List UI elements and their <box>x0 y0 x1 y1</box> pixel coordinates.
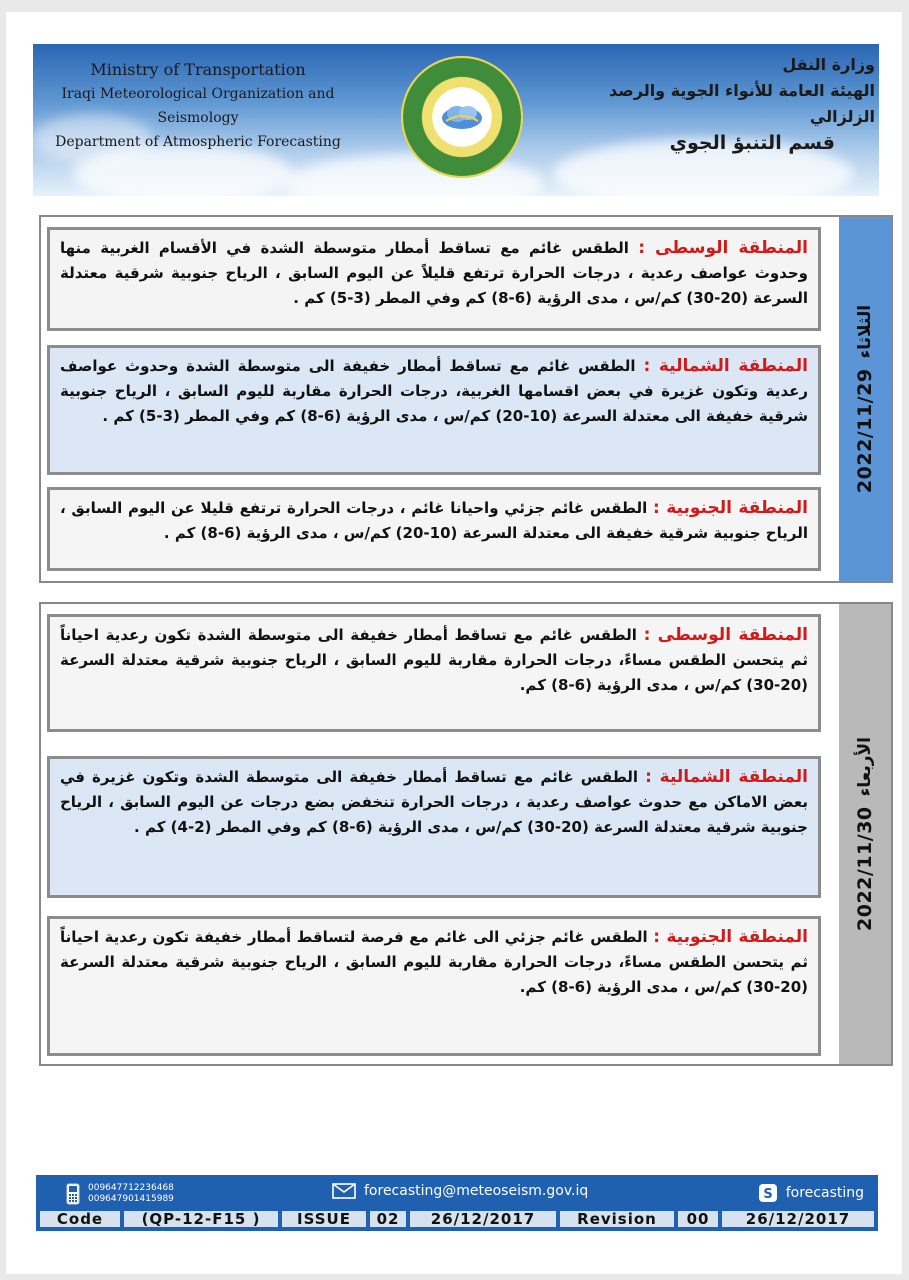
issue-date: 26/12/2017 <box>408 1209 558 1229</box>
region-forecast-text: الطقس غائم جزئي الى غائم مع فرصة لتساقط أمطار خفيفة تكون رعدية احياناً ثم يتحسن الطقس مساءً، درجات الحرارة مقاربة لليوم السابق ، الرياح جنوبية شرقية معتدلة السرعة (20-30) كم/س ، مدى الرؤية (6-8) كم. <box>60 928 808 996</box>
header-english <box>33 58 363 154</box>
region-forecast-text: الطقس غائم مع تساقط أمطار خفيفة الى متوسطة الشدة تكون رعدية احياناً ثم يتحسن الطقس مساءً، درجات الحرارة مقاربة لليوم السابق ، الرياح جنوبية شرقية معتدلة السرعة (20-30) كم/س ، مدى الرؤية (6-8) كم. <box>60 626 808 694</box>
code-value: (QP-12-F15 ) <box>122 1209 280 1229</box>
code-label: Code <box>38 1209 122 1229</box>
phone-number[interactable]: 009647901415989 <box>88 1194 174 1204</box>
footer <box>36 1175 878 1231</box>
region-title: المنطقة الشمالية : <box>645 767 808 787</box>
page <box>6 12 902 1274</box>
day-name: الثلاثاء <box>855 304 875 359</box>
day-section-tuesday <box>39 215 893 583</box>
region-southern <box>47 916 821 1056</box>
issue-number: 02 <box>368 1209 408 1229</box>
cloud-logo-icon <box>440 101 484 131</box>
region-title: المنطقة الجنوبية : <box>653 927 808 947</box>
ministry-name-en: Ministry of Transportation <box>90 60 306 79</box>
mobile-phone-icon <box>66 1183 80 1205</box>
region-forecast-text: الطقس غائم جزئي واحيانا غائم ، درجات الحرارة ترتفع قليلا عن اليوم السابق ، الرياح جنوبية شرقية خفيفة الى معتدلة السرعة (10-20) كم/س ، مدى الرؤية (6-8) كم . <box>60 499 808 542</box>
region-title: المنطقة الوسطى : <box>638 238 808 258</box>
region-title: المنطقة الشمالية : <box>643 356 808 376</box>
revision-label: Revision <box>558 1209 676 1229</box>
region-forecast-text: الطقس غائم مع تساقط أمطار متوسطة الشدة في الأقسام الغربية منها وحدوث عواصف رعدية ، درجات الحرارة ترتفع قليلاً عن اليوم السابق ، الرياح جنوبية شرقية معتدلة السرعة (20-30) كم/س ، مدى الرؤية (6-8) كم وفي المطر (3-5) كم . <box>60 239 808 307</box>
header-arabic <box>575 52 875 156</box>
region-forecast-text: الطقس غائم مع تساقط أمطار خفيفة الى متوسطة الشدة وحدوث عواصف رعدية وتكون غزيرة في بعض اقسامها الغربية، درجات الحرارة مقاربة لليوم السابق ، الرياح جنوبية شرقية خفيفة الى معتدلة السرعة (10-20) كم/س ، مدى الرؤية (6-8) كم وفي المطر (3-5) كم . <box>60 357 808 425</box>
region-forecast-text: الطقس غائم مع تساقط أمطار خفيفة الى متوسطة الشدة وتكون غزيرة في بعض الاماكن مع حدوث عواصف رعدية ، درجات الحرارة تنخفض بضع درجات عن اليوم السابق ، الرياح جنوبية شرقية معتدلة السرعة (20-30) كم/س ، مدى الرؤية (6-8) كم وفي المطر (2-4) كم . <box>60 768 808 836</box>
envelope-icon <box>332 1183 356 1199</box>
department-name-en: Department of Atmospheric Forecasting <box>55 134 341 150</box>
region-title: المنطقة الوسطى : <box>643 625 808 645</box>
phone-number[interactable]: 009647712236468 <box>88 1183 174 1193</box>
region-northern <box>47 756 821 898</box>
organization-name-en: Iraqi Meteorological Organization and Seismology <box>61 86 335 126</box>
day-section-wednesday <box>39 602 893 1066</box>
email-link[interactable]: forecasting@meteoseism.gov.iq <box>364 1183 589 1199</box>
footer-email <box>332 1183 588 1199</box>
department-name-ar: قسم التنبؤ الجوي <box>669 132 835 154</box>
region-central <box>47 614 821 732</box>
footer-phone <box>66 1183 174 1205</box>
header-banner <box>33 44 879 196</box>
region-northern <box>47 345 821 475</box>
svg-text:S: S <box>763 1187 773 1202</box>
skype-handle[interactable]: forecasting <box>785 1185 864 1201</box>
revision-date: 26/12/2017 <box>720 1209 876 1229</box>
revision-number: 00 <box>676 1209 720 1229</box>
organization-name-ar: الهيئة العامة للأنواء الجوية والرصد الزلزالي <box>609 81 875 126</box>
organization-logo <box>401 56 523 178</box>
day-label <box>839 217 891 581</box>
region-southern <box>47 487 821 571</box>
day-label <box>839 604 891 1064</box>
skype-icon <box>758 1183 778 1203</box>
day-name: الأربعاء <box>855 737 875 797</box>
day-date: 2022/11/29 <box>854 368 876 494</box>
day-date: 2022/11/30 <box>854 806 876 931</box>
region-title: المنطقة الجنوبية : <box>653 498 808 518</box>
issue-label: ISSUE <box>280 1209 368 1229</box>
document-code-row <box>38 1209 876 1229</box>
region-central <box>47 227 821 331</box>
footer-skype <box>758 1183 864 1203</box>
ministry-name-ar: وزارة النقل <box>782 55 875 74</box>
